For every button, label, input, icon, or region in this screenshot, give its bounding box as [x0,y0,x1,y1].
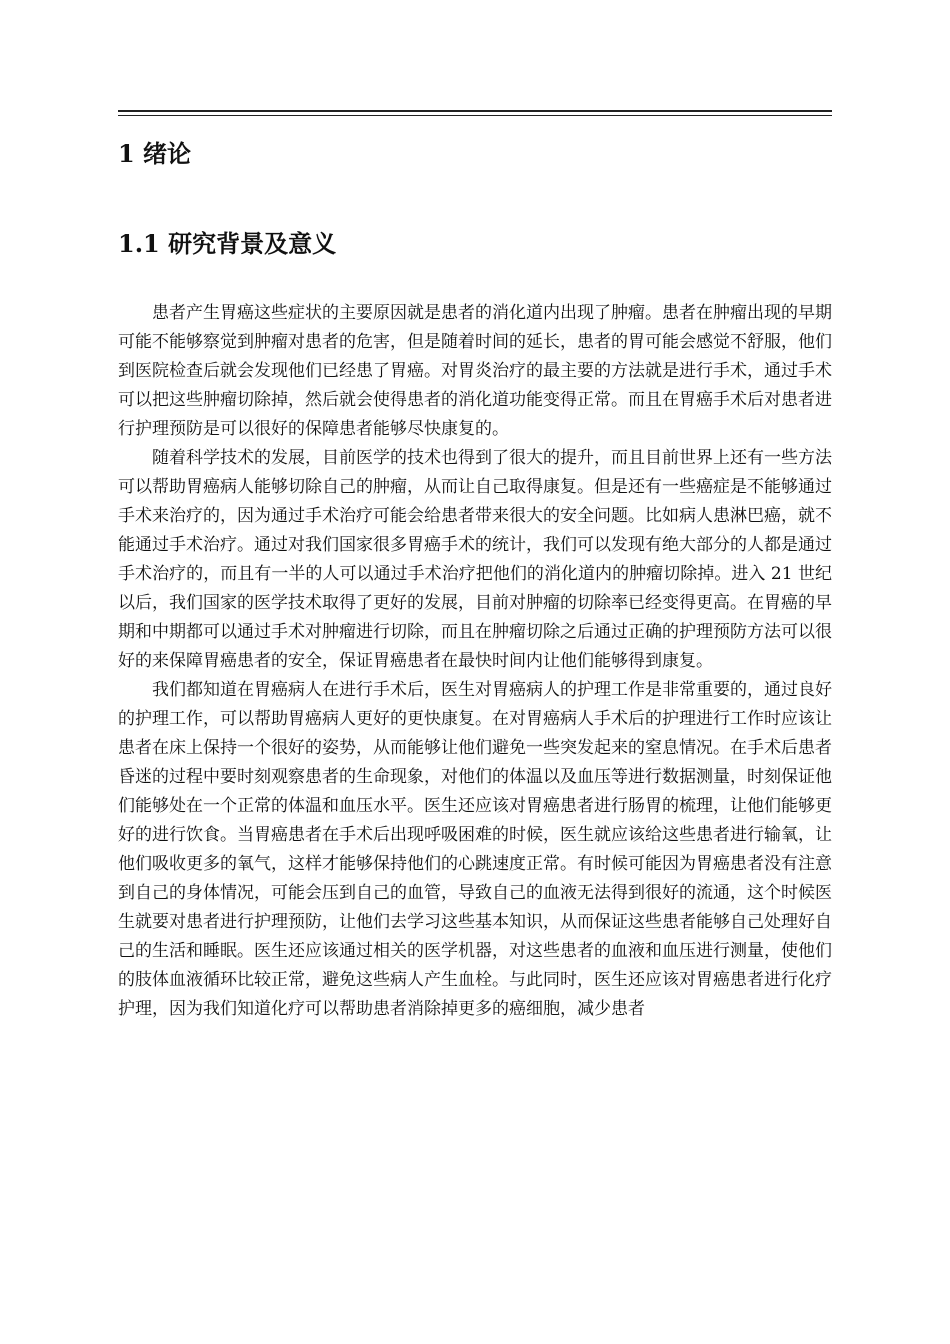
header-rule [118,110,832,116]
paragraph-1: 患者产生胃癌这些症状的主要原因就是患者的消化道内出现了肿瘤。患者在肿瘤出现的早期可能不能够察觉到肿瘤对患者的危害，但是随着时间的延长，患者的胃可能会感觉不舒服，他们到医院检查后就会发现他们已经患了胃癌。对胃炎治疗的最主要的方法就是进行手术，通过手术可以把这些肿瘤切除掉，然后就会使得患者的消化道功能变得正常。而且在胃癌手术后对患者进行护理预防是可以很好的保障患者能够尽快康复的。 [118,303,832,439]
section-title: 1.1 研究背景及意义 [118,229,337,258]
paragraph-3: 我们都知道在胃癌病人在进行手术后，医生对胃癌病人的护理工作是非常重要的，通过良好的护理工作，可以帮助胃癌病人更好的更快康复。在对胃癌病人手术后的护理进行工作时应该让患者在床上保持一个很好的姿势，从而能够让他们避免一些突发起来的窒息情况。在手术后患者昏迷的过程中要时刻观察患者的生命现象，对他们的体温以及血压等进行数据测量，时刻保证他们能够处在一个正常的体温和血压水平。医生还应该对胃癌患者进行肠胃的梳理，让他们能够更好的进行饮食。当胃癌患者在手术后出现呼吸困难的时候，医生就应该给这些患者进行输氧，让他们吸收更多的氧气，这样才能够保持他们的心跳速度正常。有时候可能因为胃癌患者没有注意到自己的身体情况，可能会压到自己的血管，导致自己的血液无法得到很好的流通，这个时候医生就要对患者进行护理预防，让他们去学习这些基本知识，从而保证这些患者能够自己处理好自己的生活和睡眠。医生还应该通过相关的医学机器，对这些患者的血液和血压进行测量，使他们的肢体血液循环比较正常，避免这些病人产生血栓。与此同时，医生还应该对胃癌患者进行化疗护理，因为我们知道化疗可以帮助患者消除掉更多的癌细胞，减少患者 [118,680,832,1019]
body-text [118,299,832,1024]
chapter-title: 1 绪论 [118,139,192,168]
paragraph-2: 随着科学技术的发展，目前医学的技术也得到了很大的提升，而且目前世界上还有一些方法可以帮助胃癌病人能够切除自己的肿瘤，从而让自己取得康复。但是还有一些癌症是不能够通过手术来治疗的，因为通过手术治疗可能会给患者带来很大的安全问题。比如病人患淋巴癌，就不能通过手术治疗。通过对我们国家很多胃癌手术的统计，我们可以发现有绝大部分的人都是通过手术治疗的，而且有一半的人可以通过手术治疗把他们的消化道内的肿瘤切除掉。进入 21 世纪以后，我们国家的医学技术取得了更好的发展，目前对肿瘤的切除率已经变得更高。在胃癌的早期和中期都可以通过手术对肿瘤进行切除，而且在肿瘤切除之后通过正确的护理预防方法可以很好的来保障胃癌患者的安全，保证胃癌患者在最快时间内让他们能够得到康复。 [118,448,832,671]
